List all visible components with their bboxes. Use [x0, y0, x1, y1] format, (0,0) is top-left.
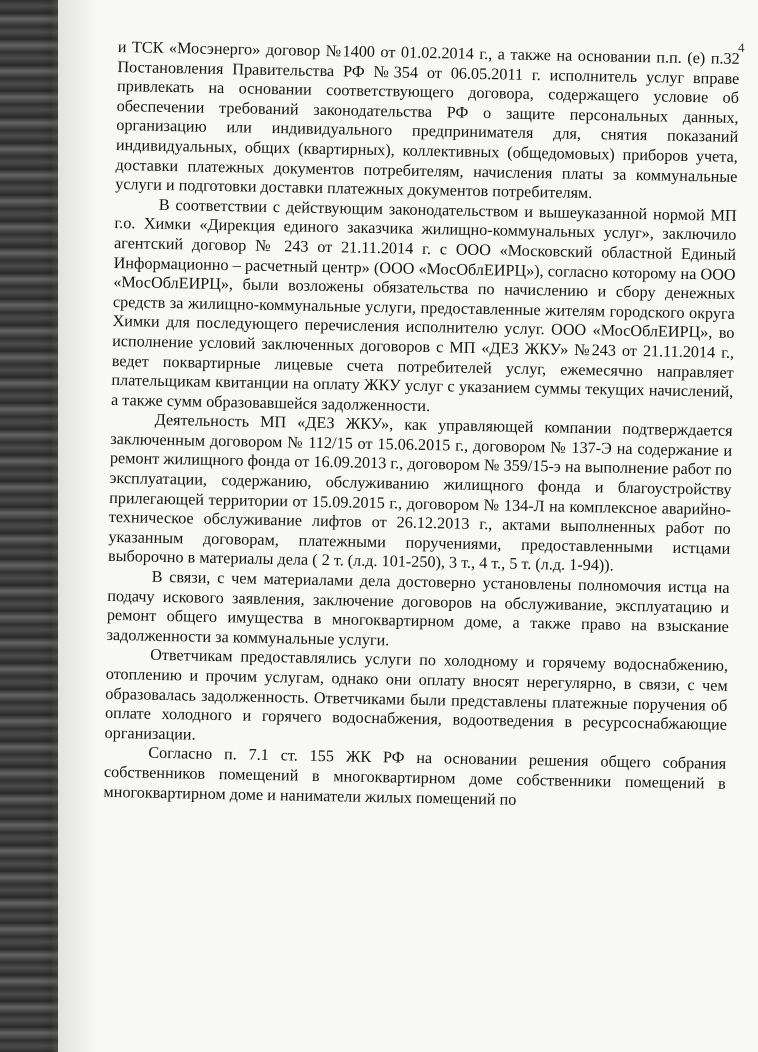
document-body [103, 38, 740, 814]
paragraph: В связи, с чем материалами дела достоверно установлены полномочия истца на подачу искового заявления, заключение договоров на обслуживание, эксплуатацию и ремонт общего имущества в многоквартирном доме, а также право на взыскание задолженности за коммунальные услуги. [106, 567, 730, 650]
paragraph: Ответчикам предоставлялись услуги по холодному и горячему водоснабжению, отоплению и прочим услугам, однако они оплату вносят нерегулярно, в связи, с чем образовалась задолженность. Ответчиками были представлены платежные поручения об оплате холодного и горячего водоснабжения, водоотведения в ресурсоснабжающие организации. [104, 646, 729, 744]
paragraph: и ТСК «Мосэнерго» договор №1400 от 01.02.2014 г., а также на основании п.п. (е) п.32 Постановления Правительства РФ №354 от 06.05.2011 г. исполнитель услуг вправе привлекать на основании соответствующего договора, содержащего условие об обеспечении требований законодательства РФ о защите персональных данных, организацию или индивидуального предпринимателя для, снятия показаний индивидуальных, общих (квартирных), коллективных (общедомовых) приборов учета, доставки платежных документов потребителям, начисления платы за коммунальные услуги и подготовки доставки платежных документов потребителям. [115, 38, 740, 203]
paragraph: В соответствии с действующим законодательством и вышеуказанной нормой МП г.о. Химки «Дирекция единого заказчика жилищно-коммунальных услуг», заключило агентский договор № 243 от 21.11.2014 г. с ООО «Московский областной Единый Информационно – расчетный центр» (ООО «МосОблЕИРЦ»), согласно которому на ООО «МосОблЕИРЦ», были возложены обязательства по начислению и сбору денежных средств за жилищно-коммунальные услуги, предоставленные жителям городского округа Химки для последующего перечисления исполнителю услуг. ООО «МосОблЕИРЦ», во исполнение условий заключенных договоров с МП «ДЕЗ ЖКУ» №243 от 21.11.2014 г., ведет поквартирные лицевые счета потребителей услуг, ежемесячно направляет плательщикам квитанции на оплату ЖКУ услуг с указанием суммы текущих начислений, а также сумм образовавшейся задолженности. [110, 195, 737, 415]
page-number: 4 [738, 40, 745, 55]
paragraph: Деятельность МП «ДЕЗ ЖКУ», как управляющей компании подтверждается заключенным договором № 112/15 от 15.06.2015 г., договором № 137-Э на содержание и ремонт жилищного фонда от 16.09.2013 г., договором № 359/15-э на выполнение работ по эксплуатации, содержанию, обслуживанию жилищного фонда и благоустройству прилегающей территории от 15.09.2015 г., договором № 134-Л на комплексное аварийно-техническое обслуживание лифтов от 26.12.2013 г., актами выполненных работ по указанным договорам, платежными поручениями, предоставленными истцами выборочно в материалы дела ( 2 т. (л.д. 101-250), 3 т., 4 т., 5 т. (л.д. 1-94)). [107, 411, 733, 576]
paragraph: Согласно п. 7.1 ст. 155 ЖК РФ на основании решения общего собрания собственников помещений в многоквартирном доме собственники помещений в многоквартирном доме и наниматели жилых помещений по [103, 744, 727, 809]
